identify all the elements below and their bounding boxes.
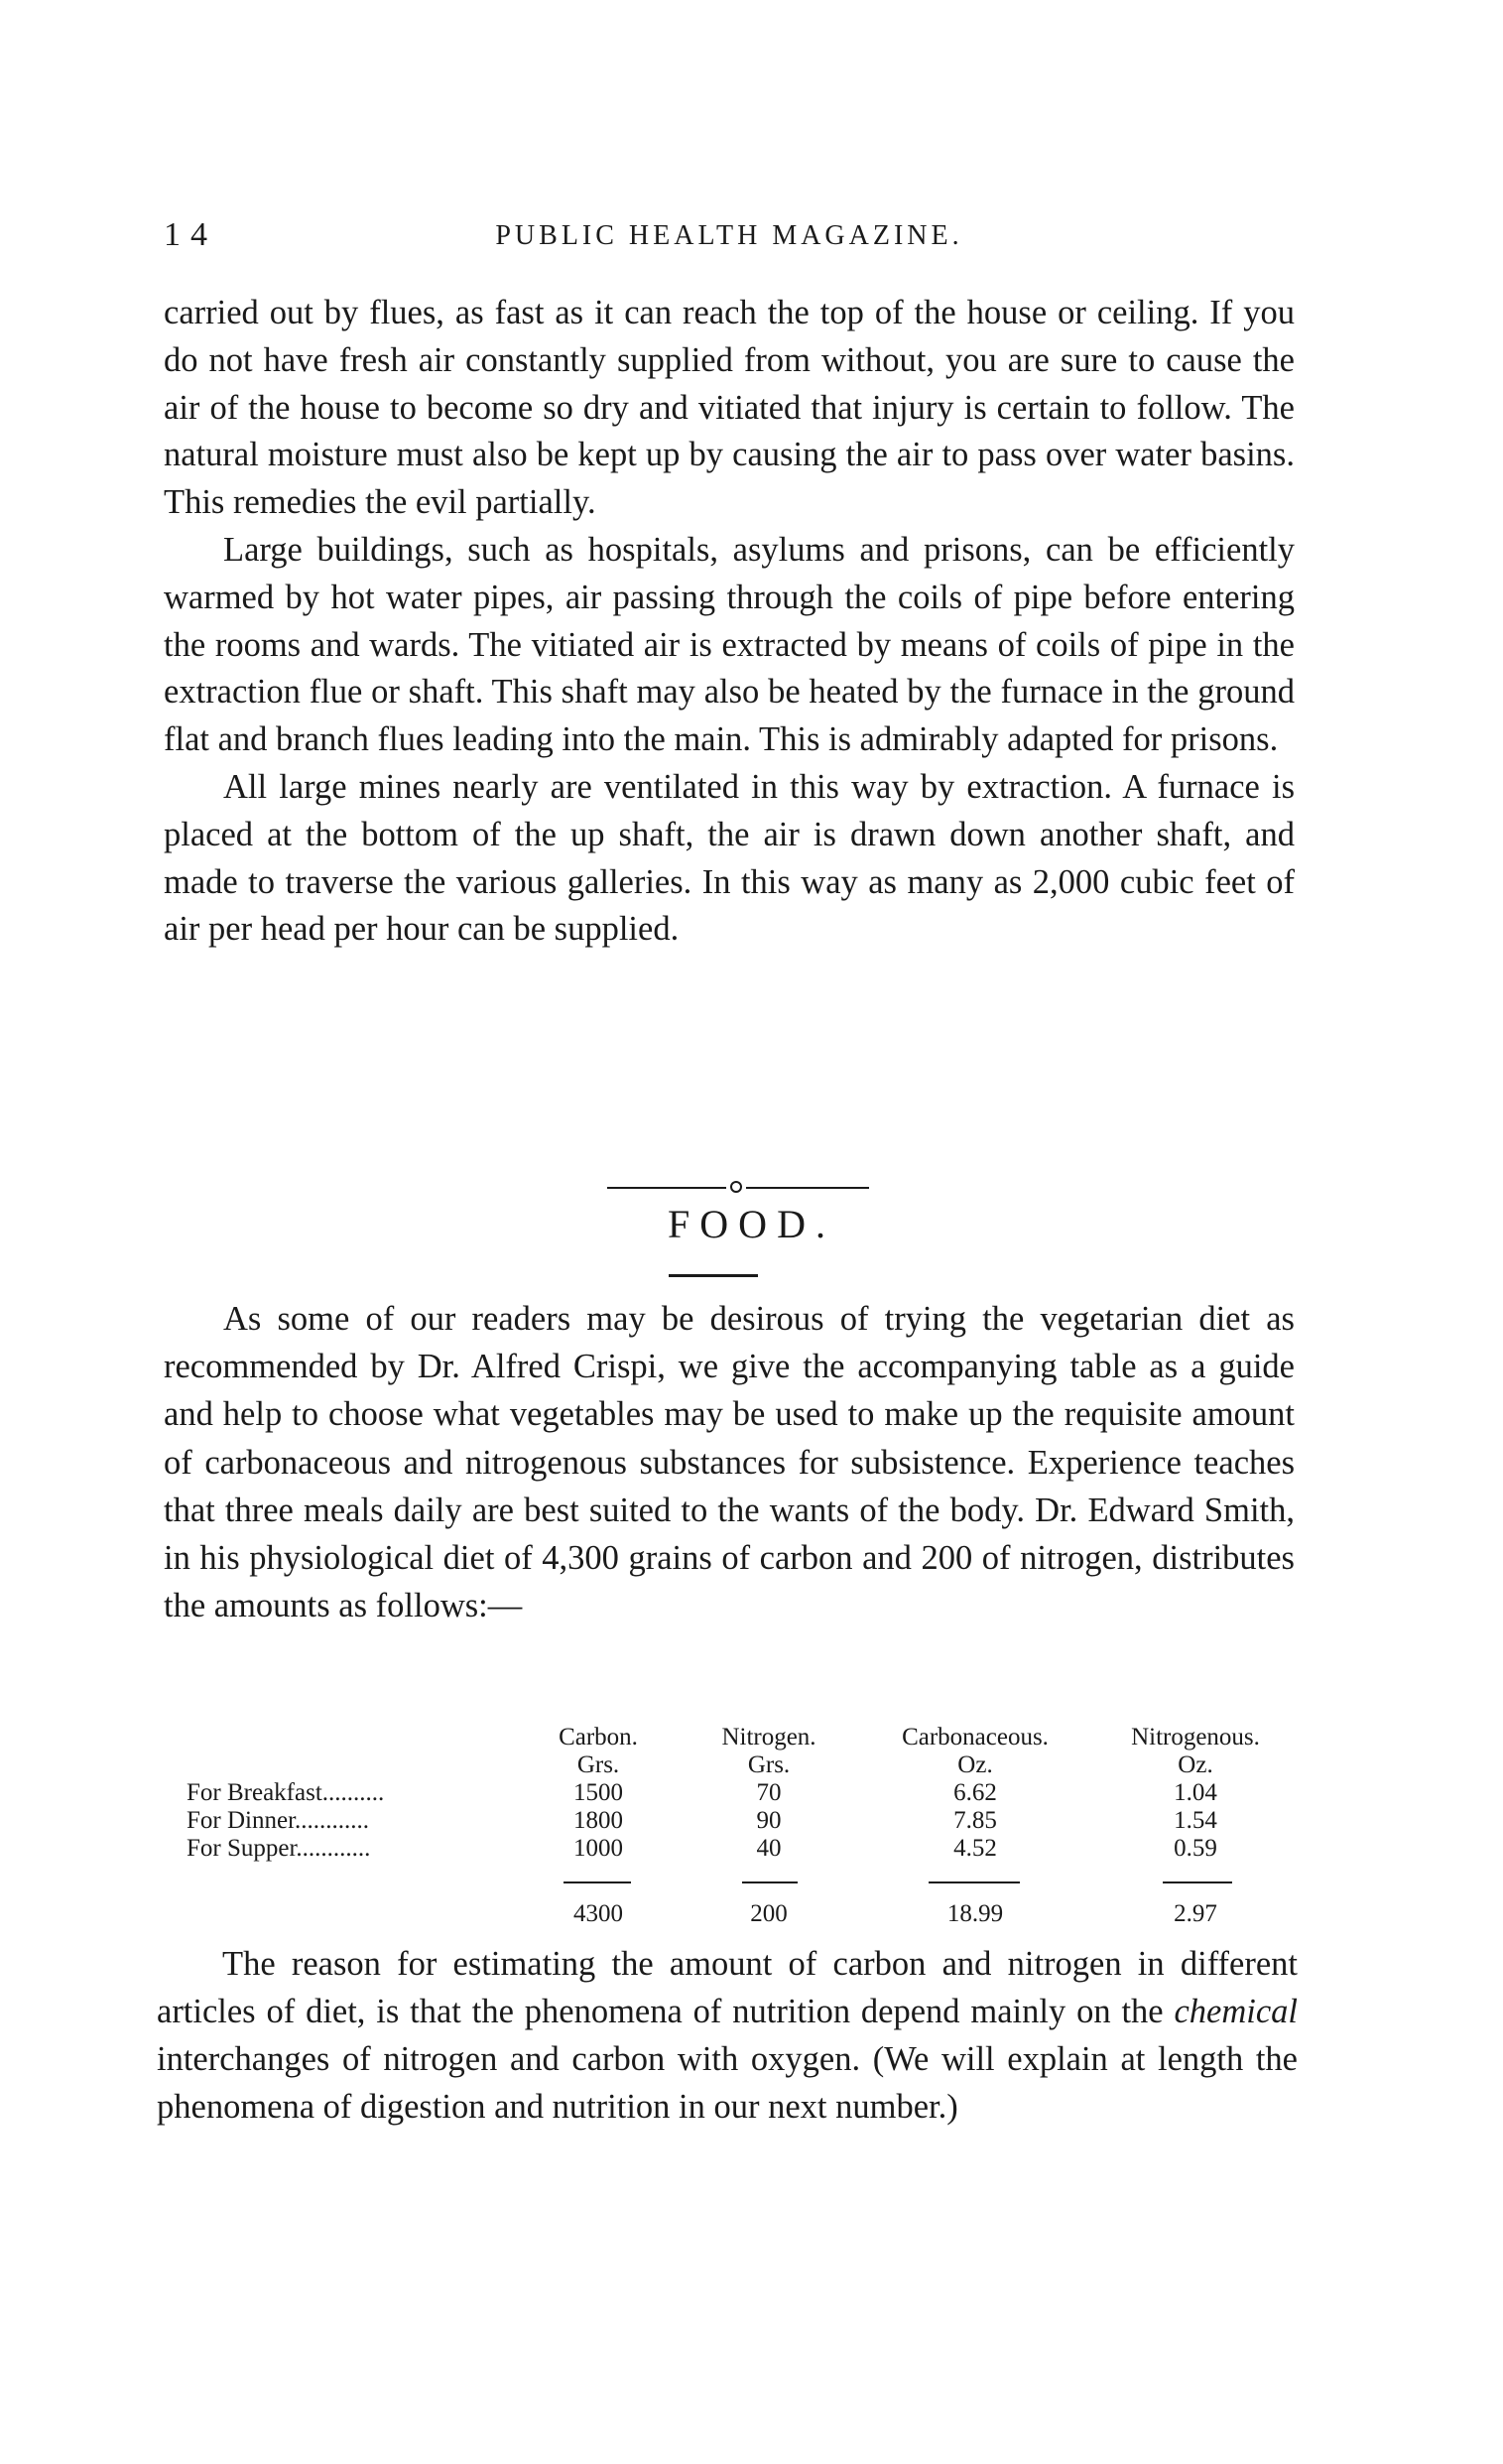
closing-text — [157, 1940, 1298, 2131]
column-header: Nitrogenous. — [1131, 1724, 1260, 1751]
title-underline — [669, 1274, 758, 1277]
total-cell: 200 — [750, 1900, 788, 1927]
table-cell: 1500 — [573, 1779, 623, 1806]
total-cell: 18.99 — [946, 1900, 1004, 1927]
table-cell: 40 — [756, 1835, 782, 1862]
divider-circle-icon — [730, 1181, 742, 1193]
emphasis: chemical — [1174, 1993, 1298, 2030]
sum-rule — [929, 1881, 1020, 1883]
running-head: PUBLIC HEALTH MAGAZINE. — [495, 220, 963, 251]
paragraph: All large mines nearly are ventilated in this way by extraction. A furnace is placed at the bottom of the up shaft, the air is drawn down another shaft, and made to traverse the various galleries. In this way as many as 2,000 cubic feet of air per head per hour can be supplied. — [164, 767, 1295, 949]
sum-rule — [564, 1881, 631, 1883]
table-cell: 1000 — [573, 1835, 623, 1862]
column-header: Carbon. — [559, 1724, 638, 1751]
column-unit: Oz. — [957, 1751, 993, 1778]
table-cell: 7.85 — [953, 1807, 997, 1834]
column-header: Carbonaceous. — [902, 1724, 1049, 1751]
column-unit: Oz. — [1178, 1751, 1213, 1778]
table-cell: 4.52 — [953, 1835, 997, 1862]
total-cell: 2.97 — [1174, 1900, 1217, 1927]
paragraph: Large buildings, such as hospitals, asylums and prisons, can be efficiently warmed by hot water pipes, air passing through the coils of pipe before entering the rooms and wards. The vitiated air is extracted by means of coils of pipe in the extraction flue or shaft. This shaft may also be heated by the furnace in the ground flat and branch flues leading into the main. This is admirably adapted for prisons. — [164, 530, 1295, 759]
table-cell: 1.54 — [1174, 1807, 1217, 1834]
page-header — [164, 216, 1295, 260]
row-label: For Breakfast.......... — [187, 1779, 385, 1806]
table-cell: 70 — [756, 1779, 782, 1806]
ventilation-text — [164, 290, 1295, 954]
column-unit: Grs. — [747, 1751, 791, 1778]
table-cell: 0.59 — [1174, 1835, 1217, 1862]
food-text — [164, 1295, 1295, 1629]
paragraph — [157, 1940, 1298, 2131]
table-cell: 1800 — [573, 1807, 623, 1834]
text-run: The reason for estimating the amount of carbon and nitrogen in different articles of diet, is that the phenomena of nutrition depend mainly on the — [157, 1945, 1298, 2030]
sum-rule — [742, 1881, 798, 1883]
paragraph: As some of our readers may be desirous of trying the vegetarian diet as recommended by Dr. Alfred Crispi, we give the accompanying table as a guide and help to choose what vegetables may be used to make up the requisite amount of carbonaceous and nitrogenous substances for subsistence. Experience teaches that three meals daily are best suited to the wants of the body. Dr. Edward Smith, in his physiological diet of 4,300 grains of carbon and 200 of nitrogen, distributes the amounts as follows:— — [164, 1300, 1295, 1625]
text-run: interchanges of nitrogen and carbon with oxygen. (We will explain at length the phenomena of digestion and nutrition in our next number.) — [157, 2040, 1298, 2126]
total-cell: 4300 — [573, 1900, 623, 1927]
column-header: Nitrogen. — [721, 1724, 816, 1751]
column-unit: Grs. — [576, 1751, 620, 1778]
page-number: 14 — [164, 216, 217, 253]
row-label: For Supper............ — [187, 1835, 371, 1862]
table-cell: 90 — [756, 1807, 782, 1834]
table-cell: 1.04 — [1174, 1779, 1217, 1806]
section-title: FOOD. — [668, 1202, 835, 1246]
table-cell: 6.62 — [953, 1779, 997, 1806]
row-label: For Dinner............ — [187, 1807, 370, 1834]
paragraph: carried out by flues, as fast as it can reach the top of the house or ceiling. If you do not have fresh air constantly supplied from without, you are sure to cause the air of the house to become so dry and vitiated that injury is certain to follow. The natural moisture must also be kept up by causing the air to pass over water basins. This remedies the evil partially. — [164, 294, 1295, 522]
sum-rule — [1163, 1881, 1232, 1883]
section-divider — [607, 1177, 869, 1197]
